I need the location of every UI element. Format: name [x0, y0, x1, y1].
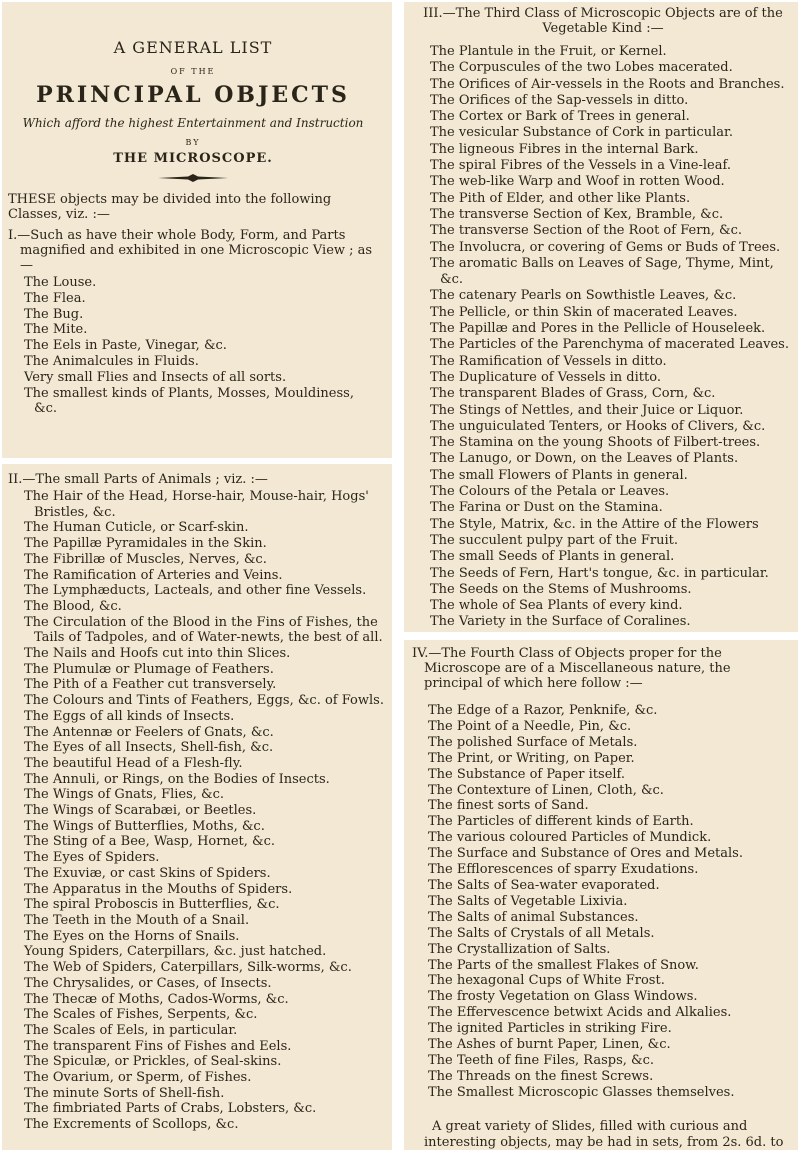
- class-1-item: The Bug.: [24, 306, 84, 322]
- class-3-list: [414, 44, 792, 632]
- subtitle: Which afford the highest Entertainment and Instruction: [22, 116, 364, 130]
- class-3-item: The Involucra, or covering of Gems or Buds of Trees.: [430, 239, 781, 255]
- class-1-item: The Flea.: [24, 290, 86, 306]
- class-4-item: The Edge of a Razor, Penknife, &c.: [428, 703, 658, 718]
- class-2-item: The Exuviæ, or cast Skins of Spiders.: [24, 865, 271, 881]
- class-2-item: The Colours and Tints of Feathers, Eggs, &c. of Fowls.: [24, 693, 384, 709]
- class-1-item: The Mite.: [24, 322, 88, 338]
- class-4-item: The hexagonal Cups of White Frost.: [428, 973, 665, 989]
- class-2-item: The Ramification of Arteries and Veins.: [24, 567, 283, 583]
- class-3-item: The Papillæ and Pores in the Pellicle of Houseleek.: [430, 321, 766, 337]
- class-2-item: The Eyes on the Horns of Snails.: [24, 928, 240, 944]
- class-3-item: The transparent Blades of Grass, Corn, &c.: [430, 386, 716, 402]
- class-4-item: The frosty Vegetation on Glass Windows.: [428, 989, 698, 1005]
- class-3-item: The Seeds of Fern, Hart's tongue, &c. in particular.: [430, 565, 769, 581]
- class-2-list: [8, 489, 384, 1133]
- class-3-item: The Cortex or Bark of Trees in general.: [430, 109, 690, 125]
- class-4-item: The Teeth of fine Files, Rasps, &c.: [428, 1052, 655, 1068]
- class-3-item: The Pith of Elder, and other like Plants.: [430, 190, 691, 206]
- class-4-item: The Print, or Writing, on Paper.: [428, 750, 635, 766]
- class-2-item: The Blood, &c.: [24, 598, 122, 614]
- class-3-item: The Style, Matrix, &c. in the Attire of the Flowers: [430, 516, 759, 532]
- class-3-item: The unguiculated Tenters, or Hooks of Clivers, &c.: [430, 418, 766, 434]
- class-4-item: The various coloured Particles of Mundick.: [428, 830, 712, 846]
- class-2-item: The Nails and Hoofs cut into thin Slices.: [24, 646, 291, 662]
- class-2-item: The Sting of a Bee, Wasp, Hornet, &c.: [24, 834, 275, 850]
- class-4-item: The Efflorescences of sparry Exudations.: [428, 862, 699, 878]
- class-3-item: [430, 631, 792, 632]
- class-1-item: The Animalcules in Fluids.: [24, 353, 199, 369]
- class-2-item: The Scales of Eels, in particular.: [24, 1022, 238, 1038]
- class-4-item: The ignited Particles in striking Fire.: [428, 1021, 672, 1037]
- title-line-1: A GENERAL LIST: [113, 38, 273, 57]
- class-3-item: The ligneous Fibres in the internal Bark.: [430, 141, 699, 157]
- class-3-item: The aromatic Balls on Leaves of Sage, Thyme, Mint, &c.: [430, 255, 774, 288]
- class-2-item: The Papillæ Pyramidales in the Skin.: [24, 536, 267, 552]
- class-3-item: The Stamina on the young Shoots of Filbert-trees.: [430, 435, 761, 451]
- class-4-heading: IV.—The Fourth Class of Objects proper for the Microscope are of a Miscellaneous nature, the principal of which here follow :—: [412, 646, 731, 691]
- closing-note: A great variety of Slides, filled with curious and interesting objects, may be had in sets, from 2s. 6d. to: [424, 1118, 784, 1150]
- class-4-item: The Effervescence betwixt Acids and Alkalies.: [428, 1005, 732, 1021]
- class-3-item: The spiral Fibres of the Vessels in a Vine-leaf.: [430, 158, 731, 174]
- class-3-item: The succulent pulpy part of the Fruit.: [430, 532, 679, 548]
- class-2-item: The spiral Proboscis in Butterflies, &c.: [24, 897, 280, 913]
- class-4-item: The Salts of Crystals of all Metals.: [428, 925, 655, 941]
- microscope-heading: THE MICROSCOPE.: [113, 151, 273, 166]
- class-4-item: The Ashes of burnt Paper, Linen, &c.: [428, 1037, 671, 1053]
- class-1-item: Very small Flies and Insects of all sorts.: [24, 369, 287, 385]
- class-2-item: The Lymphæducts, Lacteals, and other fine Vessels.: [24, 583, 367, 599]
- class-3-item: The vesicular Substance of Cork in particular.: [430, 125, 733, 141]
- class-2-item: The Eyes of all Insects, Shell-fish, &c.: [24, 740, 274, 756]
- class-3-item: The transverse Section of the Root of Fern, &c.: [430, 223, 743, 239]
- class-4-item: The Surface and Substance of Ores and Metals.: [428, 846, 743, 862]
- class-2-item: The Wings of Gnats, Flies, &c.: [24, 787, 225, 803]
- class-1-list: [8, 275, 378, 417]
- class-2-item: The minute Sorts of Shell-fish.: [24, 1085, 225, 1101]
- class-2-item: The Pith of a Feather cut transversely.: [24, 677, 277, 693]
- class-4-item: The Salts of Sea-water evaporated.: [428, 877, 660, 893]
- class-3-item: The Duplicature of Vessels in ditto.: [430, 369, 661, 385]
- class-4-list: [412, 703, 792, 1101]
- class-3-item: The Orifices of Air-vessels in the Roots and Branches.: [430, 76, 785, 92]
- class-3-item: The whole of Sea Plants of every kind.: [430, 598, 683, 614]
- class-3-item: The Colours of the Petala or Leaves.: [430, 484, 670, 500]
- class-2-item: The Plumulæ or Plumage of Feathers.: [24, 661, 274, 677]
- class-2-item: Young Spiders, Caterpillars, &c. just hatched.: [24, 944, 327, 960]
- class-4-item: The Threads on the finest Screws.: [428, 1068, 654, 1084]
- class-2-item: The Thecæ of Moths, Cados-Worms, &c.: [24, 991, 289, 1007]
- class-4-item: The Substance of Paper itself.: [428, 766, 626, 782]
- class-3-item: The Orifices of the Sap-vessels in ditto.: [430, 92, 689, 108]
- class-3-item: The Seeds on the Stems of Mushrooms.: [430, 581, 692, 597]
- class-4-item: The Contexture of Linen, Cloth, &c.: [428, 782, 664, 798]
- title-line-2: PRINCIPAL OBJECTS: [36, 82, 350, 108]
- class-3-item: The catenary Pearls on Sowthistle Leaves, &c.: [430, 288, 737, 304]
- class-2-item: The Teeth in the Mouth of a Snail.: [24, 912, 250, 928]
- class-3-item: The Ramification of Vessels in ditto.: [430, 353, 667, 369]
- class-2-item: The Spiculæ, or Prickles, of Seal-skins.: [24, 1054, 282, 1070]
- class-4-item: The Salts of animal Substances.: [428, 909, 639, 925]
- class-4-item: The Salts of Vegetable Lixivia.: [428, 893, 628, 909]
- class-2-item: The Fibrillæ of Muscles, Nerves, &c.: [24, 551, 267, 567]
- class-3-item: The Farina or Dust on the Stamina.: [430, 500, 663, 516]
- class-2-item: The beautiful Head of a Flesh-fly.: [24, 755, 243, 771]
- class-2-item: The Excrements of Scollops, &c.: [24, 1117, 239, 1133]
- class-3-item: The small Flowers of Plants in general.: [430, 467, 688, 483]
- ornament-divider-icon: [158, 174, 228, 182]
- class-3-item: The Plantule in the Fruit, or Kernel.: [430, 44, 667, 59]
- class-2-item: The transparent Fins of Fishes and Eels.: [24, 1038, 292, 1054]
- class-4-item: The Particles of different kinds of Earth.: [428, 814, 694, 830]
- class-2-item: The Web of Spiders, Caterpillars, Silk-worms, &c.: [24, 960, 352, 976]
- class-3-item: The Variety in the Surface of Coralines.: [430, 614, 691, 630]
- class-2-heading: II.—The small Parts of Animals ; viz. :—: [8, 472, 268, 487]
- class-2-item: The Eggs of all kinds of Insects.: [24, 708, 235, 724]
- class-2-panel: [2, 464, 392, 1150]
- class-3-item: The Pellicle, or thin Skin of macerated Leaves.: [430, 304, 738, 320]
- class-3-item: The transverse Section of Kex, Bramble, &c.: [430, 206, 724, 222]
- of-the-label: OF THE: [170, 67, 216, 76]
- class-1-item: The smallest kinds of Plants, Mosses, Mouldiness, &c.: [24, 385, 354, 417]
- class-4-item: The polished Surface of Metals.: [428, 734, 638, 750]
- class-4-item: The Point of a Needle, Pin, &c.: [428, 718, 632, 734]
- class-2-item: The Apparatus in the Mouths of Spiders.: [24, 881, 293, 897]
- title-panel: [2, 2, 392, 458]
- class-2-item: The Annuli, or Rings, on the Bodies of Insects.: [24, 771, 330, 787]
- class-1-item: The Louse.: [24, 275, 97, 290]
- class-2-item: The Ovarium, or Sperm, of Fishes.: [24, 1070, 252, 1086]
- class-4-item: The Crystallization of Salts.: [428, 941, 611, 957]
- class-3-item: The Particles of the Parenchyma of macerated Leaves.: [430, 337, 789, 353]
- class-2-item: The Eyes of Spiders.: [24, 850, 160, 866]
- class-2-item: The fimbriated Parts of Crabs, Lobsters, &c.: [24, 1101, 317, 1117]
- class-2-item: The Scales of Fishes, Serpents, &c.: [24, 1007, 258, 1023]
- class-3-item: The Lanugo, or Down, on the Leaves of Plants.: [430, 451, 739, 467]
- class-4-item: The Parts of the smallest Flakes of Snow.: [428, 957, 699, 973]
- intro-text: THESE objects may be divided into the following Classes, viz. :—: [8, 192, 332, 222]
- class-1-item: The Eels in Paste, Vinegar, &c.: [24, 338, 227, 354]
- class-2-item: The Hair of the Head, Horse-hair, Mouse-hair, Hogs' Bristles, &c.: [24, 489, 369, 520]
- class-2-item: The Chrysalides, or Cases, of Insects.: [24, 975, 272, 991]
- class-4-item: The finest sorts of Sand.: [428, 798, 589, 814]
- class-2-item: The Human Cuticle, or Scarf-skin.: [24, 520, 249, 536]
- class-3-item: The Corpuscules of the two Lobes macerated.: [430, 60, 733, 76]
- class-3-panel: [404, 2, 798, 632]
- class-4-panel: [404, 640, 798, 1150]
- class-3-item: The small Seeds of Plants in general.: [430, 549, 675, 565]
- class-3-item: The Stings of Nettles, and their Juice or Liquor.: [430, 402, 744, 418]
- class-3-item: The web-like Warp and Woof in rotten Wood.: [430, 174, 725, 190]
- by-label: BY: [185, 138, 201, 147]
- class-2-item: The Antennæ or Feelers of Gnats, &c.: [24, 724, 274, 740]
- class-2-item: The Wings of Butterflies, Moths, &c.: [24, 818, 265, 834]
- class-2-item: The Wings of Scarabæi, or Beetles.: [24, 803, 257, 819]
- class-3-heading: III.—The Third Class of Microscopic Objects are of the Vegetable Kind :—: [423, 6, 783, 36]
- class-2-item: The Circulation of the Blood in the Fins of Fishes, the Tails of Tadpoles, and of Water-newts, the best of all.: [24, 614, 383, 646]
- class-1-heading: I.—Such as have their whole Body, Form, and Parts magnified and exhibited in one Microscopic View ; as—: [8, 228, 373, 273]
- class-4-item: The Smallest Microscopic Glasses themselves.: [428, 1084, 735, 1100]
